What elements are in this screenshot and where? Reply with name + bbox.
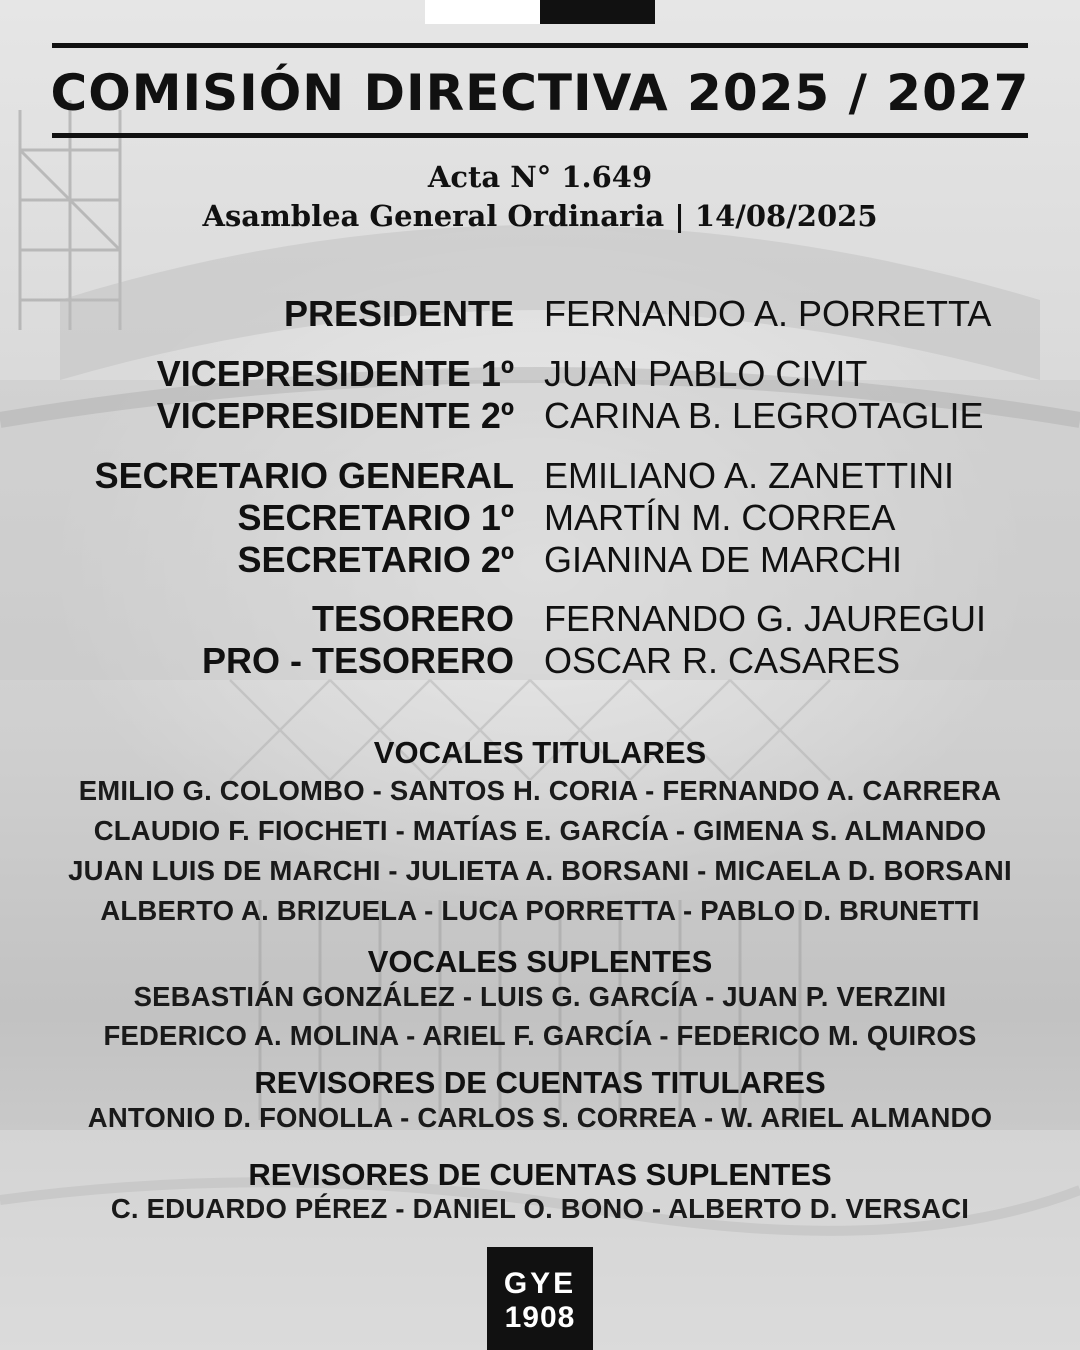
- vocales-titulares-heading: VOCALES TITULARES: [373, 735, 707, 770]
- role-label: VICEPRESIDENTE 1º: [156, 353, 514, 394]
- role-row-secretario-1: [0, 496, 1080, 540]
- role-row-pro-tesorero: [0, 639, 1080, 683]
- role-label: VICEPRESIDENTE 2º: [156, 395, 514, 436]
- revisores-titulares-heading: REVISORES DE CUENTAS TITULARES: [254, 1065, 826, 1100]
- role-row-secretario-general: [0, 454, 1080, 498]
- role-label: SECRETARIO 1º: [237, 497, 514, 538]
- vocales-titulares-line: ALBERTO A. BRIZUELA - LUCA PORRETTA - PABLO D. BRUNETTI: [100, 895, 980, 926]
- role-name: MARTÍN M. CORREA: [544, 497, 896, 538]
- revisores-titulares-line: ANTONIO D. FONOLLA - CARLOS S. CORREA - W. ARIEL ALMANDO: [87, 1102, 993, 1133]
- role-row-vicepresidente-2: [0, 394, 1080, 438]
- role-name: EMILIANO A. ZANETTINI: [544, 455, 955, 496]
- logo-initials: GYE: [503, 1267, 577, 1300]
- assembly-date: Asamblea General Ordinaria | 14/08/2025: [202, 199, 878, 233]
- role-row-secretario-2: [0, 538, 1080, 582]
- vocales-suplentes-heading: VOCALES SUPLENTES: [367, 944, 713, 979]
- role-name: FERNANDO A. PORRETTA: [544, 293, 992, 334]
- role-label: SECRETARIO GENERAL: [94, 455, 514, 496]
- vocales-suplentes-line: FEDERICO A. MOLINA - ARIEL F. GARCÍA - FEDERICO M. QUIROS: [103, 1020, 977, 1051]
- revisores-suplentes-heading: REVISORES DE CUENTAS SUPLENTES: [248, 1157, 832, 1192]
- role-label: TESORERO: [311, 598, 514, 639]
- role-row-vicepresidente-1: [0, 352, 1080, 396]
- role-name: OSCAR R. CASARES: [544, 640, 901, 681]
- logo-year: 1908: [504, 1301, 576, 1334]
- club-logo: [487, 1247, 593, 1350]
- role-label: PRESIDENTE: [283, 293, 514, 334]
- role-name: FERNANDO G. JAUREGUI: [544, 598, 987, 639]
- title-rule-bottom: [52, 133, 1028, 138]
- vocales-suplentes-line: SEBASTIÁN GONZÁLEZ - LUIS G. GARCÍA - JUAN P. VERZINI: [133, 981, 947, 1012]
- vocales-titulares-line: EMILIO G. COLOMBO - SANTOS H. CORIA - FERNANDO A. CARRERA: [78, 775, 1002, 806]
- top-accent-white: [425, 0, 540, 24]
- vocales-titulares-line: JUAN LUIS DE MARCHI - JULIETA A. BORSANI - MICAELA D. BORSANI: [68, 855, 1012, 886]
- role-name: CARINA B. LEGROTAGLIE: [544, 395, 984, 436]
- revisores-suplentes-line: C. EDUARDO PÉREZ - DANIEL O. BONO - ALBERTO D. VERSACI: [110, 1193, 970, 1224]
- role-label: SECRETARIO 2º: [237, 539, 514, 580]
- title-rule-top: [52, 43, 1028, 48]
- role-row-tesorero: [0, 597, 1080, 641]
- top-accent-black: [540, 0, 655, 24]
- role-name: GIANINA DE MARCHI: [544, 539, 903, 580]
- role-name: JUAN PABLO CIVIT: [544, 353, 868, 394]
- role-row-presidente: [0, 292, 1080, 336]
- page-title: COMISIÓN DIRECTIVA 2025 / 2027: [50, 64, 1030, 122]
- vocales-titulares-line: CLAUDIO F. FIOCHETI - MATÍAS E. GARCÍA - GIMENA S. ALMANDO: [93, 815, 987, 846]
- acta-number: Acta N° 1.649: [427, 160, 653, 194]
- role-label: PRO - TESORERO: [201, 640, 514, 681]
